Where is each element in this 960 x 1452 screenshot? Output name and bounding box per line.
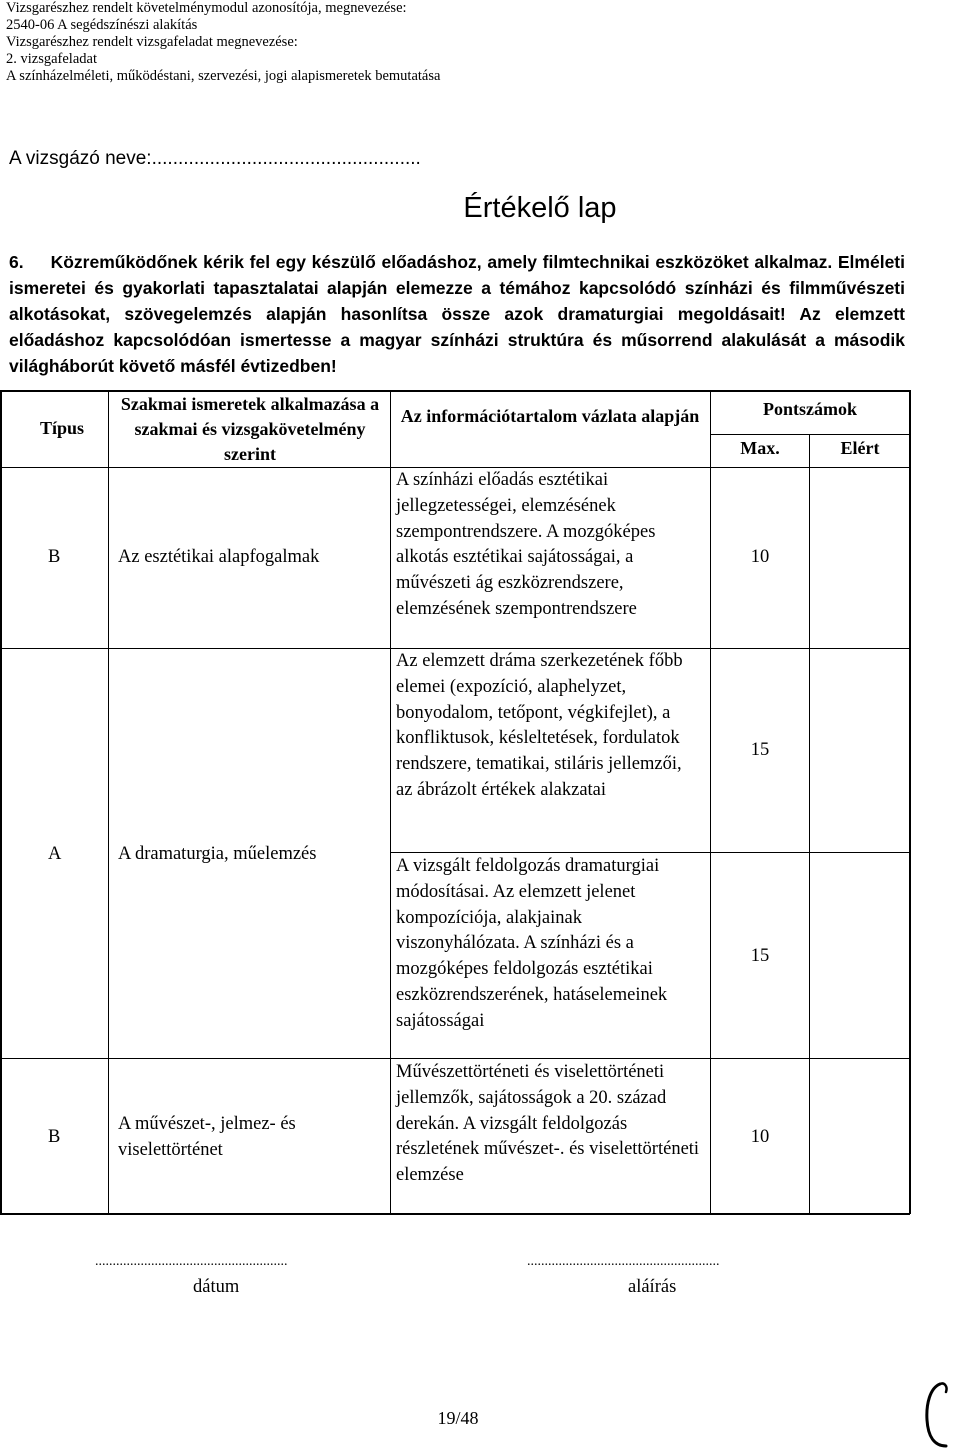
row-divider-2 [390, 852, 910, 853]
row2b-max-points: 15 [750, 946, 770, 966]
handwritten-initial-mark [918, 1380, 958, 1450]
page-title: Értékelő lap [463, 192, 617, 224]
row2a-outline: Az elemzett dráma szerkezetének főbb elemei (expozíció, alaphelyzet, bonyodalom, tetőpont, végkifejlet), a konfliktusok, késleltetések, fordulatok rendszere, tematikai, stiláris jellemzői, az ábrázolt értékek alakzatai [396, 651, 683, 800]
page-number: 19/48 [437, 1408, 479, 1428]
document-header [6, 0, 440, 85]
date-label: dátum [193, 1277, 240, 1297]
row2-knowledge: A dramaturgia, műelemzés [118, 844, 317, 864]
header-max: Max. [740, 438, 780, 458]
row2a-achieved-points[interactable] [812, 650, 908, 850]
column-divider-max [809, 434, 810, 1214]
row2a-max-points: 15 [750, 740, 770, 760]
header-line-module-name: 2540-06 A segédszínészi alakítás [6, 17, 198, 33]
row1-type: B [48, 547, 61, 567]
task-text: Közreműködőnek kérik fel egy készülő előadáshoz, amely filmtechnikai eszközöket alkalmaz. Elméleti ismeretei és gyakorlati tapasztalatai alapján elemezze a témához kapcsolódó színházi és filmművészeti alkotásokat, szövegelemzés alapján hasonlítsa össze azok dramaturgiai megoldásait! Az elemzett előadáshoz kapcsolódóan ismertesse a magyar színházi struktúra és műsorrend alakulását a második világháborút követő másfél évtizedben! [9, 252, 905, 376]
row1-knowledge: Az esztétikai alapfogalmak [118, 547, 320, 567]
header-line-task-label: Vizsgarészhez rendelt vizsgafeladat megnevezése: [6, 34, 298, 50]
examinee-name-field: A vizsgázó neve:................................................... [9, 148, 421, 169]
row1-max-points: 10 [750, 547, 770, 567]
row2-type: A [48, 844, 62, 864]
header-outline: Az információtartalom vázlata alapján [400, 406, 700, 426]
row2b-achieved-points[interactable] [812, 855, 908, 1055]
header-line-task-title: A színházelméleti, működéstani, szervezési, jogi alapismeretek bemutatása [6, 68, 441, 84]
row3-knowledge: A művészet-, jelmez- és viselettörténet [118, 1114, 296, 1160]
task-number: 6. [9, 252, 24, 272]
column-divider-type [108, 390, 109, 1214]
header-points: Pontszámok [763, 399, 857, 419]
column-divider-outline [710, 390, 711, 1214]
table-border-right [909, 390, 911, 1214]
column-divider-knowledge [390, 390, 391, 1214]
row2b-outline: A vizsgált feldolgozás dramaturgiai módosításai. Az elemzett jelenet kompozíciója, alakjainak viszonyhálózata. A színházi és a mozgóképes feldolgozás esztétikai eszközrendszerének, hatáselemeinek sajátosságai [396, 856, 668, 1031]
header-line-module-label: Vizsgarészhez rendelt követelménymodul azonosítója, megnevezése: [6, 0, 407, 16]
row-divider-3 [0, 1058, 910, 1059]
table-border-bottom [0, 1213, 910, 1215]
header-achieved: Elért [840, 438, 880, 458]
row3-type: B [48, 1127, 61, 1147]
row1-outline: A színházi előadás esztétikai jellegzetességei, elemzésének szempontrendszere. A mozgóképes alkotás esztétikai sajátosságai, a művészeti ág eszközrendszere, elemzésének szempontrendszere [396, 470, 656, 619]
header-line-task-name: 2. vizsgafeladat [6, 51, 97, 67]
row3-outline: Művészettörténeti és viselettörténeti jellemzők, sajátosságok a 20. század derekán. A vizsgált feldolgozás részletének művészet-. és viselettörténeti elemzése [396, 1062, 700, 1186]
task-description [9, 249, 905, 379]
signature-label: aláírás [628, 1277, 677, 1297]
header-type: Típus [40, 418, 85, 438]
table-border-left [0, 390, 2, 1214]
header-knowledge: Szakmai ismeretek alkalmazása a szakmai és vizsgakövetelmény szerint [120, 394, 380, 464]
signature-dotted-line[interactable]: ....................................................... [527, 1254, 720, 1269]
row3-max-points: 10 [750, 1127, 770, 1147]
date-dotted-line[interactable]: ....................................................... [95, 1254, 288, 1269]
